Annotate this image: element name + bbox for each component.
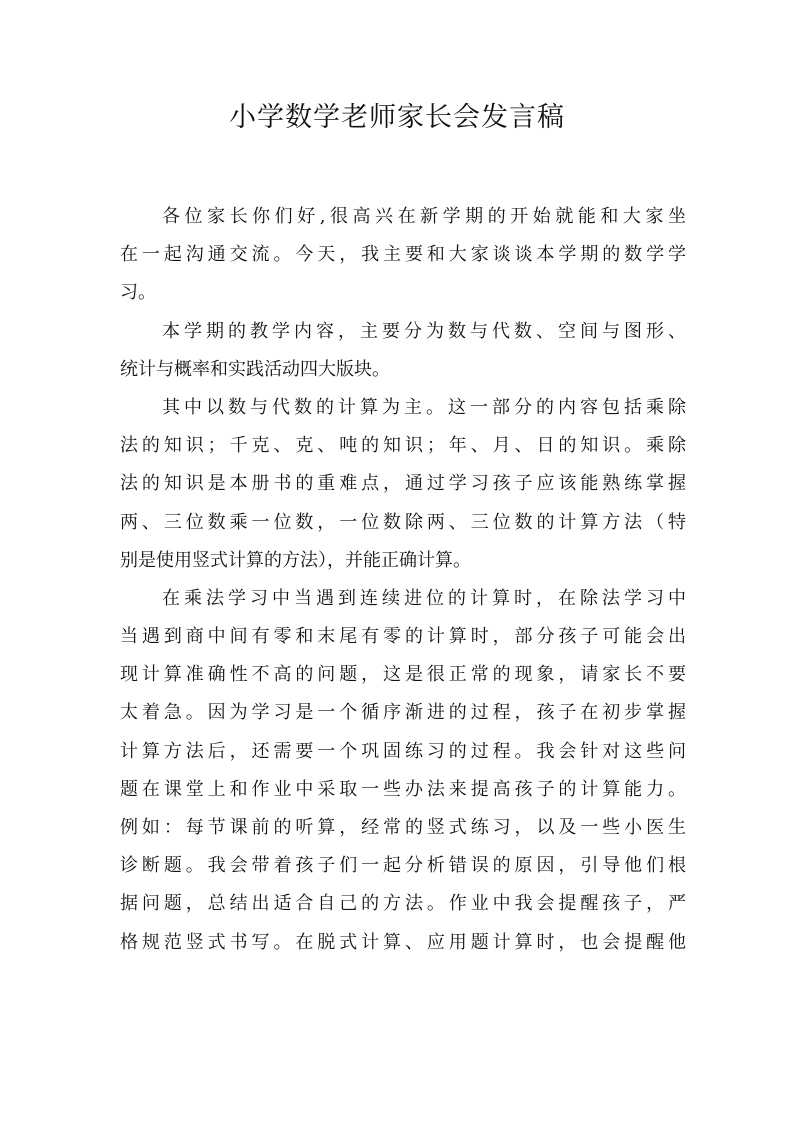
document-body — [120, 198, 686, 962]
text-line: 现计算准确性不高的问题，这是很正常的现象，请家长不要 — [120, 664, 686, 686]
text-line: 本学期的教学内容，主要分为数与代数、空间与图形、 — [162, 320, 686, 342]
text-line: 其中以数与代数的计算为主。这一部分的内容包括乘除 — [162, 396, 686, 418]
text-line: 在乘法学习中当遇到连续进位的计算时，在除法学习中 — [162, 587, 686, 609]
text-line: 法的知识是本册书的重难点，通过学习孩子应该能熟练掌握 — [120, 473, 686, 495]
document-title: 小学数学老师家长会发言稿 — [229, 102, 565, 133]
text-line: 太着急。因为学习是一个循序渐进的过程，孩子在初步掌握 — [120, 702, 686, 724]
text-line: 计算方法后，还需要一个巩固练习的过程。我会针对这些问 — [120, 740, 686, 762]
text-line: 统计与概率和实践活动四大版块。 — [120, 358, 390, 380]
text-line: 格规范竖式书写。在脱式计算、应用题计算时，也会提醒他 — [120, 931, 686, 953]
text-line: 题在课堂上和作业中采取一些办法来提高孩子的计算能力。 — [120, 778, 686, 800]
text-line: 在一起沟通交流。今天，我主要和大家谈谈本学期的数学学 — [120, 244, 686, 266]
text-line: 法的知识；千克、克、吨的知识；年、月、日的知识。乘除 — [120, 435, 686, 457]
text-line: 诊断题。我会带着孩子们一起分析错误的原因，引导他们根 — [120, 855, 686, 877]
text-line: 当遇到商中间有零和末尾有零的计算时，部分孩子可能会出 — [120, 626, 686, 648]
text-line: 两、三位数乘一位数，一位数除两、三位数的计算方法（特 — [120, 511, 686, 533]
text-line: 例如：每节课前的听算，经常的竖式练习，以及一些小医生 — [120, 817, 686, 838]
text-line: 各位家长你们好,很高兴在新学期的开始就能和大家坐 — [162, 206, 686, 227]
text-line: 据问题，总结出适合自己的方法。作业中我会提醒孩子，严 — [120, 893, 686, 915]
text-line: 别是使用竖式计算的方法），并能正确计算。 — [120, 549, 471, 571]
text-line: 习。 — [120, 282, 156, 304]
